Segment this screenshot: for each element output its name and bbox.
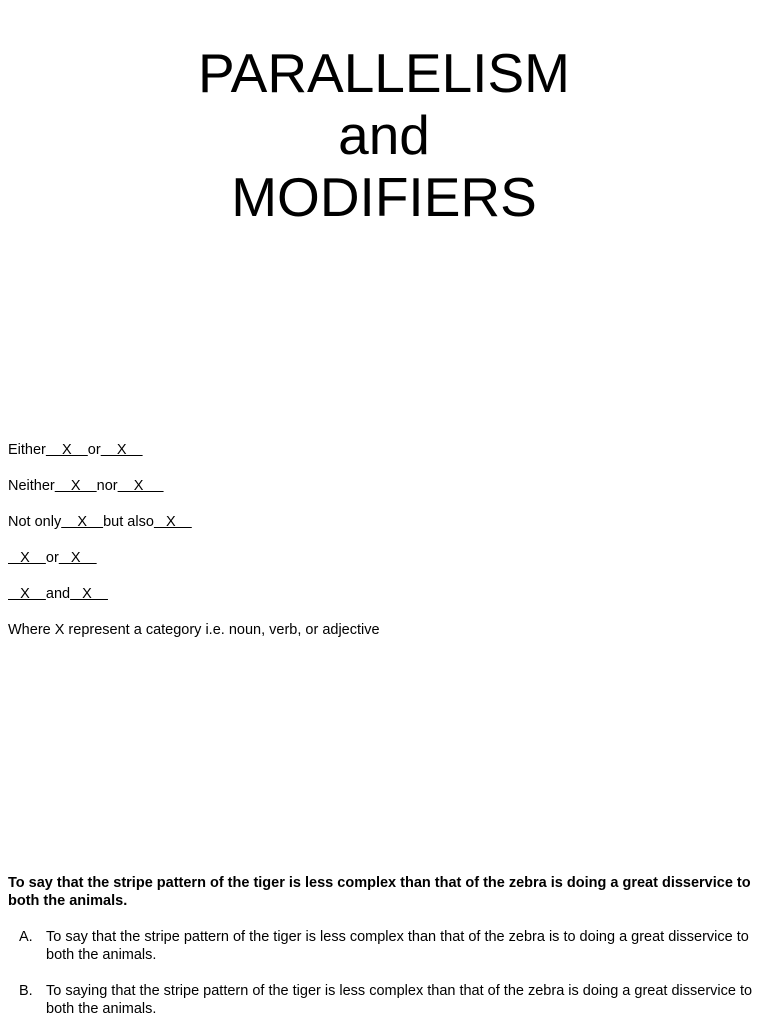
- pattern-list: [8, 440, 192, 620]
- pattern-word: or: [45, 550, 59, 566]
- pattern-blank: X: [61, 514, 104, 530]
- option-text: To say that the stripe pattern of the tiger is less complex than that of the zebra is to doing a great disservice to both the animals.: [46, 929, 749, 963]
- option-letter: B.: [19, 983, 33, 999]
- pattern-blank: X: [45, 442, 88, 458]
- pattern-blank: X: [153, 514, 192, 530]
- pattern-word: Either: [8, 442, 46, 458]
- pattern-word: or: [87, 442, 101, 458]
- pattern-blank: X: [58, 550, 97, 566]
- pattern-word: Not only: [8, 514, 62, 530]
- pattern-either-or: [8, 440, 192, 476]
- pattern-word: and: [45, 586, 71, 602]
- category-note: Where X represent a category i.e. noun, verb, or adjective: [8, 622, 380, 638]
- answer-option-b: [8, 982, 760, 1018]
- pattern-and: [8, 584, 192, 620]
- answer-option-a: [8, 928, 760, 964]
- question-text: To say that the stripe pattern of the tiger is less complex than that of the zebra is doing a great disservice to both the animals.: [8, 875, 751, 909]
- option-text: To saying that the stripe pattern of the tiger is less complex than that of the zebra is doing a great disservice to both the animals.: [46, 983, 753, 1017]
- pattern-blank: X: [117, 478, 164, 494]
- slide-title: [0, 42, 768, 228]
- answer-options: [8, 928, 760, 1036]
- pattern-blank: X: [70, 586, 108, 602]
- pattern-word: nor: [96, 478, 118, 494]
- pattern-blank: X: [8, 586, 46, 602]
- title-line-2: and: [338, 104, 430, 166]
- pattern-blank: X: [54, 478, 97, 494]
- title-line-1: PARALLELISM: [198, 42, 570, 104]
- option-letter: A.: [19, 929, 33, 945]
- pattern-neither-nor: [8, 476, 192, 512]
- pattern-blank: X: [8, 550, 46, 566]
- pattern-blank: X: [100, 442, 143, 458]
- pattern-word: Neither: [8, 478, 55, 494]
- title-line-3: MODIFIERS: [231, 166, 537, 228]
- pattern-not-only-but-also: [8, 512, 192, 548]
- pattern-word: but also: [103, 514, 154, 530]
- pattern-or: [8, 548, 192, 584]
